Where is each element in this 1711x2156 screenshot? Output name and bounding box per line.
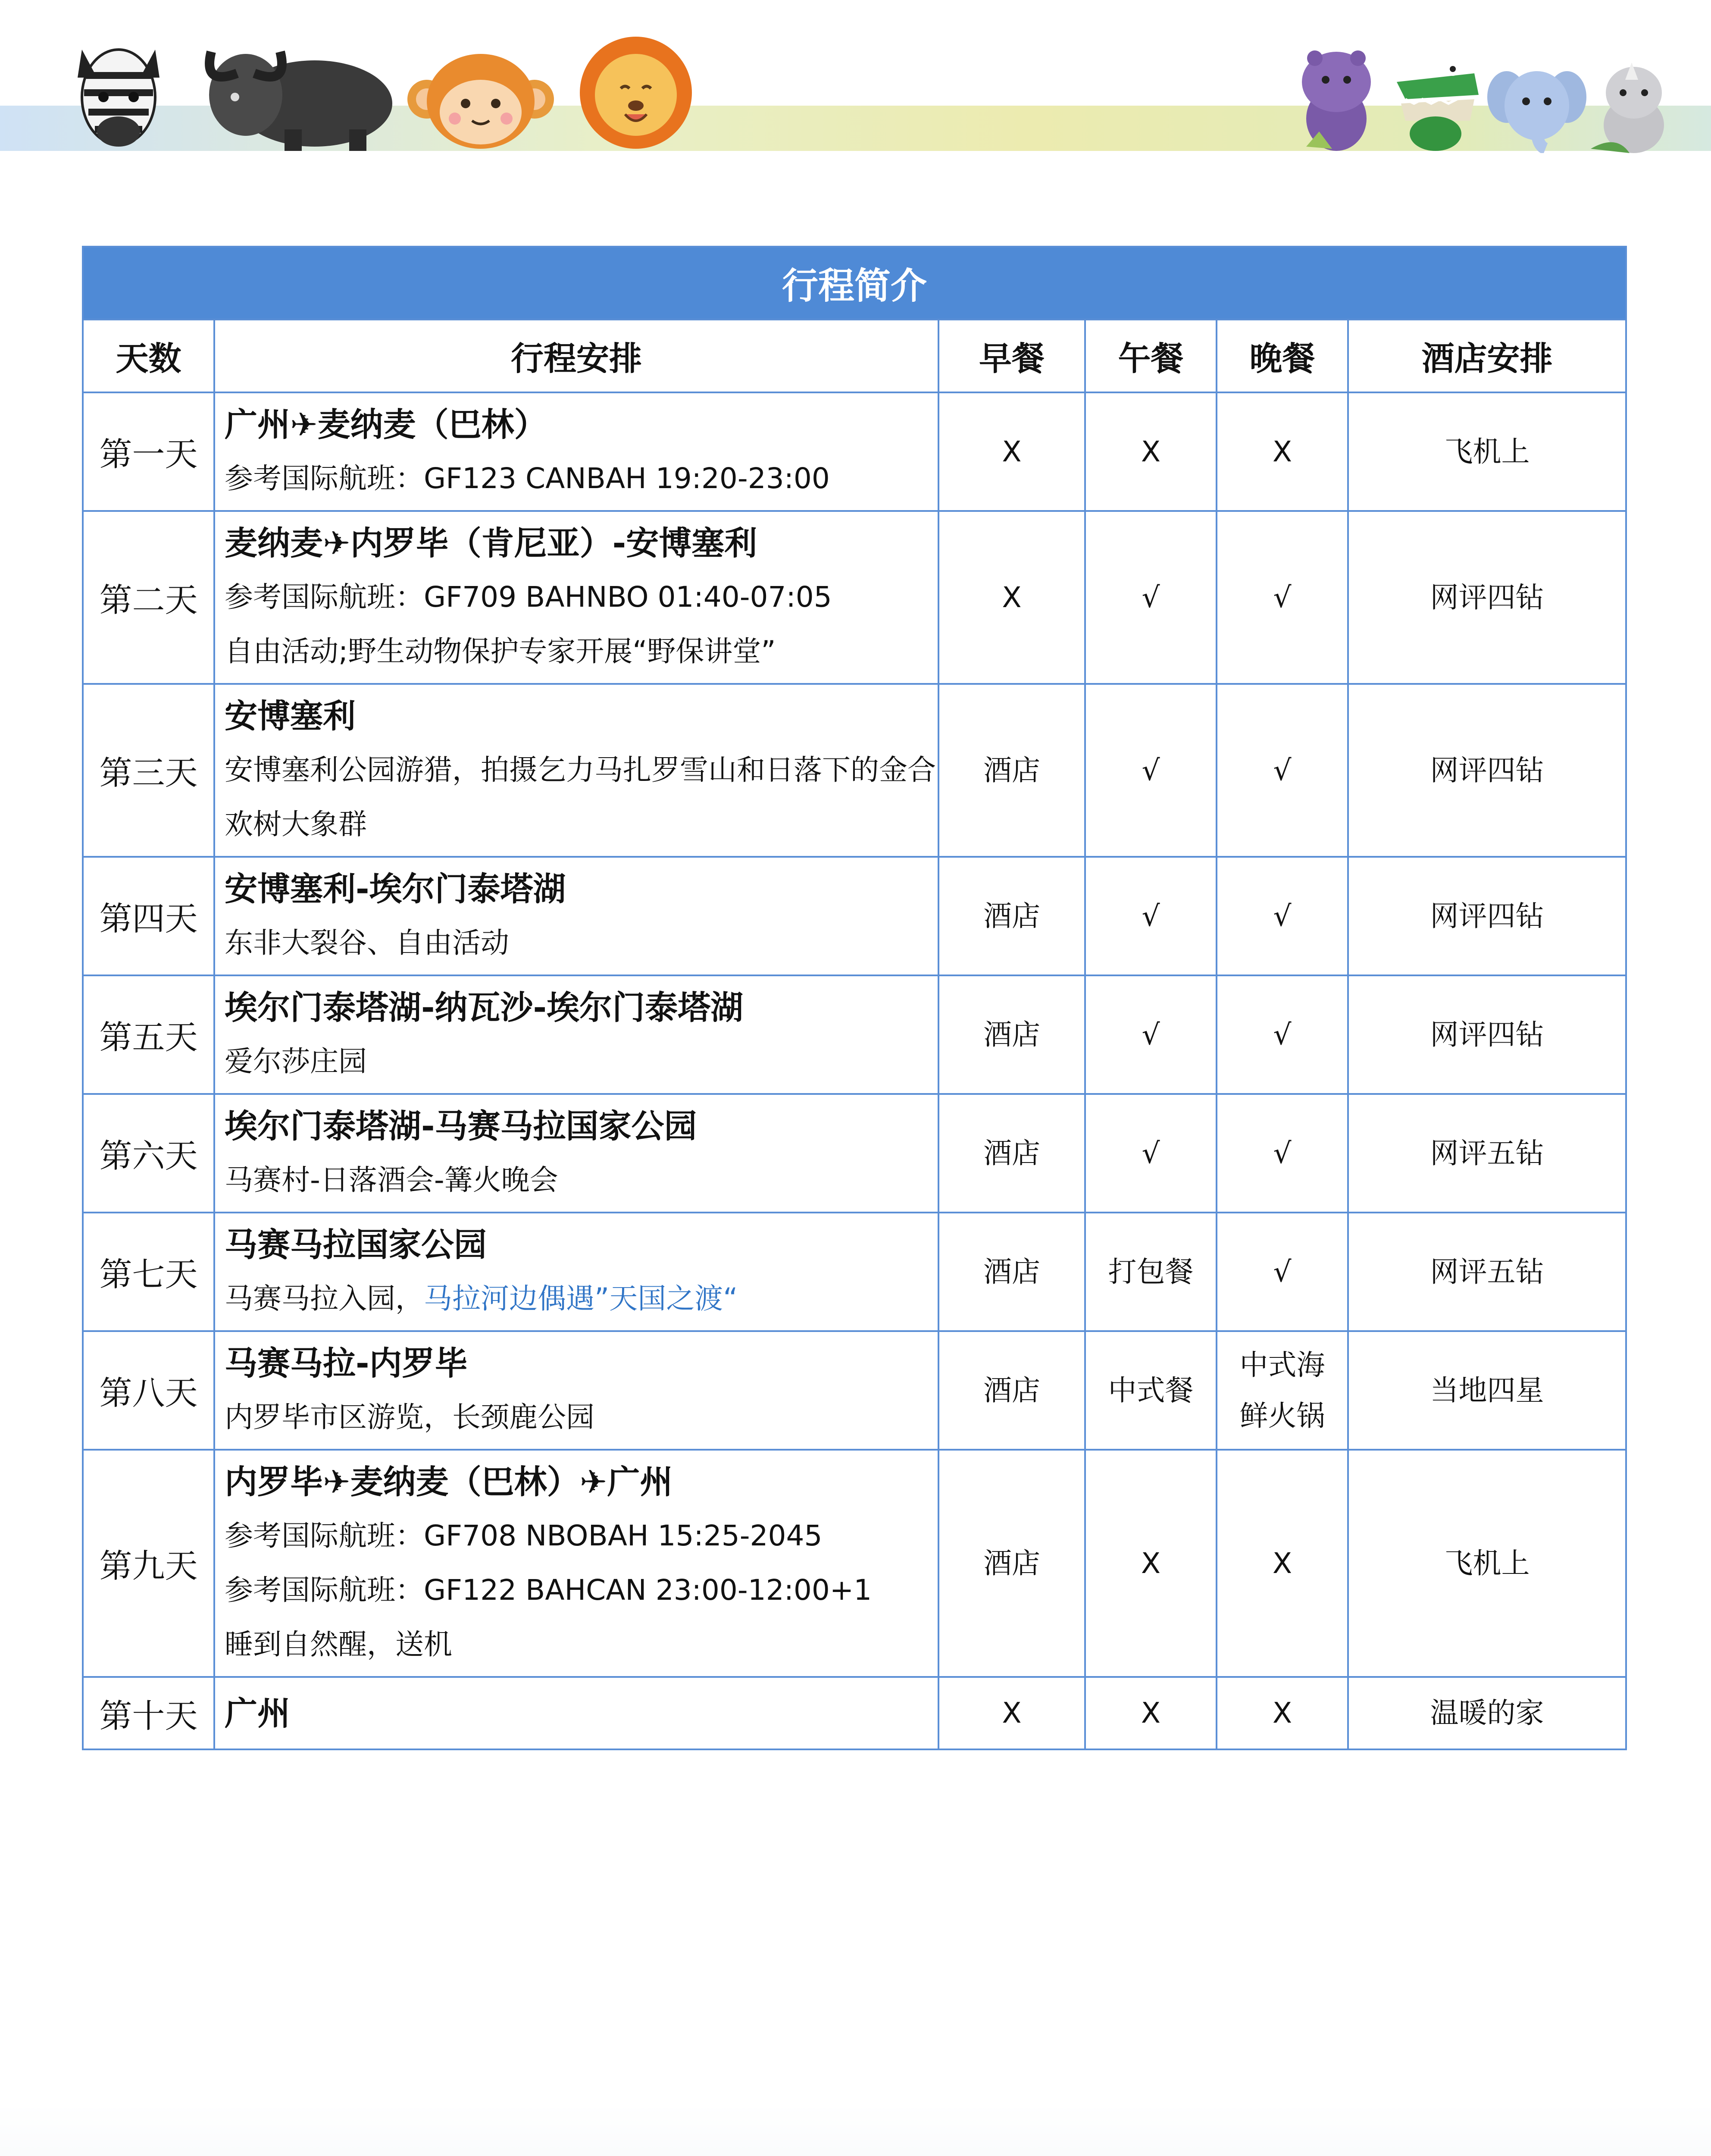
day-cell: 第五天 bbox=[83, 975, 214, 1094]
plan-title: 马赛马拉-内罗毕 bbox=[225, 1344, 468, 1382]
day-cell: 第一天 bbox=[83, 392, 214, 511]
plan-cell bbox=[214, 1677, 938, 1749]
dinner-cell: √ bbox=[1217, 511, 1348, 684]
dinner-cell: X bbox=[1217, 392, 1348, 511]
plan-title: 安博塞利-埃尔门泰塔湖 bbox=[225, 870, 566, 908]
hotel-cell: 网评四钻 bbox=[1348, 975, 1626, 1094]
plan-cell bbox=[214, 392, 938, 511]
hotel-cell: 飞机上 bbox=[1348, 1450, 1626, 1677]
breakfast-cell: 酒店 bbox=[938, 684, 1085, 857]
day-cell: 第十天 bbox=[83, 1677, 214, 1749]
plan-cell bbox=[214, 684, 938, 857]
plan-title: 麦纳麦✈内罗毕（肯尼亚）-安博塞利 bbox=[225, 524, 757, 562]
hotel-cell: 当地四星 bbox=[1348, 1331, 1626, 1450]
plan-cell bbox=[214, 1450, 938, 1677]
table-row bbox=[83, 1213, 1626, 1331]
plan-detail: 参考国际航班：GF709 BAHNBO 01:40-07:05 bbox=[225, 580, 832, 614]
plan-detail: 参考国际航班：GF122 BAHCAN 23:00-12:00+1 bbox=[225, 1573, 872, 1607]
table-header-row bbox=[83, 320, 1626, 392]
hotel-cell: 网评五钻 bbox=[1348, 1213, 1626, 1331]
table-row bbox=[83, 1450, 1626, 1677]
plan-title: 埃尔门泰塔湖-马赛马拉国家公园 bbox=[225, 1107, 697, 1145]
day-cell: 第九天 bbox=[83, 1450, 214, 1677]
table-row bbox=[83, 684, 1626, 857]
day-cell: 第六天 bbox=[83, 1094, 214, 1213]
lunch-cell: √ bbox=[1085, 975, 1217, 1094]
plan-title: 内罗毕✈麦纳麦（巴林）✈广州 bbox=[225, 1463, 673, 1501]
plan-title: 安博塞利 bbox=[225, 697, 356, 735]
column-header: 酒店安排 bbox=[1348, 320, 1626, 392]
column-header: 行程安排 bbox=[214, 320, 938, 392]
breakfast-cell: 酒店 bbox=[938, 1094, 1085, 1213]
table-row bbox=[83, 1331, 1626, 1450]
crocodile-icon bbox=[1388, 56, 1487, 153]
plan-title: 马赛马拉国家公园 bbox=[225, 1225, 487, 1264]
lunch-cell: √ bbox=[1085, 511, 1217, 684]
dinner-cell: √ bbox=[1217, 857, 1348, 975]
plan-detail: 东非大裂谷、自由活动 bbox=[225, 926, 509, 959]
hotel-cell: 飞机上 bbox=[1348, 392, 1626, 511]
hotel-cell: 温暖的家 bbox=[1348, 1677, 1626, 1749]
dinner-cell: 中式海鲜火锅 bbox=[1217, 1331, 1348, 1450]
lunch-cell: √ bbox=[1085, 857, 1217, 975]
dinner-cell: X bbox=[1217, 1677, 1348, 1749]
lunch-cell: 中式餐 bbox=[1085, 1331, 1217, 1450]
dinner-cell: √ bbox=[1217, 1213, 1348, 1331]
plan-cell bbox=[214, 511, 938, 684]
lunch-cell: X bbox=[1085, 1677, 1217, 1749]
column-header: 天数 bbox=[83, 320, 214, 392]
hotel-cell: 网评四钻 bbox=[1348, 857, 1626, 975]
dinner-cell: X bbox=[1217, 1450, 1348, 1677]
plan-cell bbox=[214, 1094, 938, 1213]
breakfast-cell: X bbox=[938, 392, 1085, 511]
plan-detail: 睡到自然醒，送机 bbox=[225, 1628, 452, 1661]
hotel-cell: 网评五钻 bbox=[1348, 1094, 1626, 1213]
breakfast-cell: 酒店 bbox=[938, 1331, 1085, 1450]
lunch-cell: 打包餐 bbox=[1085, 1213, 1217, 1331]
highlight-text: 马拉河边偶遇”天国之渡“ bbox=[424, 1282, 738, 1315]
plan-cell bbox=[214, 975, 938, 1094]
table-row bbox=[83, 857, 1626, 975]
hotel-cell: 网评四钻 bbox=[1348, 684, 1626, 857]
itinerary-table bbox=[82, 246, 1627, 1750]
table-row bbox=[83, 511, 1626, 684]
day-cell: 第三天 bbox=[83, 684, 214, 857]
table-row bbox=[83, 1677, 1626, 1749]
table-row bbox=[83, 975, 1626, 1094]
plan-detail: 参考国际航班：GF708 NBOBAH 15:25-2045 bbox=[225, 1519, 823, 1552]
buffalo-icon bbox=[185, 26, 397, 151]
zebra-icon bbox=[65, 37, 172, 151]
savanna-landscape-icon bbox=[0, 2104, 1711, 2156]
plan-title: 广州✈麦纳麦（巴林） bbox=[225, 405, 547, 444]
elephant-icon bbox=[1487, 58, 1586, 153]
column-header: 晚餐 bbox=[1217, 320, 1348, 392]
plan-detail: 爱尔莎庄园 bbox=[225, 1045, 367, 1078]
header-banner bbox=[0, 0, 1711, 164]
day-cell: 第二天 bbox=[83, 511, 214, 684]
plan-cell bbox=[214, 1213, 938, 1331]
column-header: 早餐 bbox=[938, 320, 1085, 392]
plan-detail: 马赛村-日落酒会-篝火晚会 bbox=[225, 1163, 558, 1197]
table-row bbox=[83, 1094, 1626, 1213]
monkey-icon bbox=[407, 47, 554, 151]
plan-detail: 内罗毕市区游览，长颈鹿公园 bbox=[225, 1401, 594, 1434]
lunch-cell: X bbox=[1085, 392, 1217, 511]
plan-title: 埃尔门泰塔湖-纳瓦沙-埃尔门泰塔湖 bbox=[225, 988, 744, 1027]
plan-detail: 安博塞利公园游猎，拍摄乞力马扎罗雪山和日落下的金合欢树大象群 bbox=[225, 753, 936, 841]
rhino-icon bbox=[1591, 56, 1677, 155]
column-header: 午餐 bbox=[1085, 320, 1217, 392]
day-cell: 第八天 bbox=[83, 1331, 214, 1450]
day-cell: 第四天 bbox=[83, 857, 214, 975]
plan-detail bbox=[225, 1272, 938, 1326]
day-cell: 第七天 bbox=[83, 1213, 214, 1331]
plan-title: 广州 bbox=[225, 1694, 290, 1733]
dinner-cell: √ bbox=[1217, 684, 1348, 857]
lunch-cell: X bbox=[1085, 1450, 1217, 1677]
breakfast-cell: X bbox=[938, 1677, 1085, 1749]
breakfast-cell: 酒店 bbox=[938, 975, 1085, 1094]
breakfast-cell: 酒店 bbox=[938, 857, 1085, 975]
hotel-cell: 网评四钻 bbox=[1348, 511, 1626, 684]
table-row bbox=[83, 392, 1626, 511]
lunch-cell: √ bbox=[1085, 684, 1217, 857]
breakfast-cell: X bbox=[938, 511, 1085, 684]
plan-cell bbox=[214, 1331, 938, 1450]
breakfast-cell: 酒店 bbox=[938, 1450, 1085, 1677]
dinner-cell: √ bbox=[1217, 975, 1348, 1094]
lion-icon bbox=[576, 34, 696, 151]
dinner-cell: √ bbox=[1217, 1094, 1348, 1213]
breakfast-cell: 酒店 bbox=[938, 1213, 1085, 1331]
lunch-cell: √ bbox=[1085, 1094, 1217, 1213]
plan-detail: 参考国际航班：GF123 CANBAH 19:20-23:00 bbox=[225, 462, 830, 495]
plan-cell bbox=[214, 857, 938, 975]
hippo-icon bbox=[1289, 45, 1384, 153]
plan-detail-text: 马赛马拉入园， bbox=[225, 1282, 424, 1315]
plan-detail: 自由活动;野生动物保护专家开展“野保讲堂” bbox=[225, 635, 776, 668]
table-title: 行程简介 bbox=[83, 247, 1626, 320]
